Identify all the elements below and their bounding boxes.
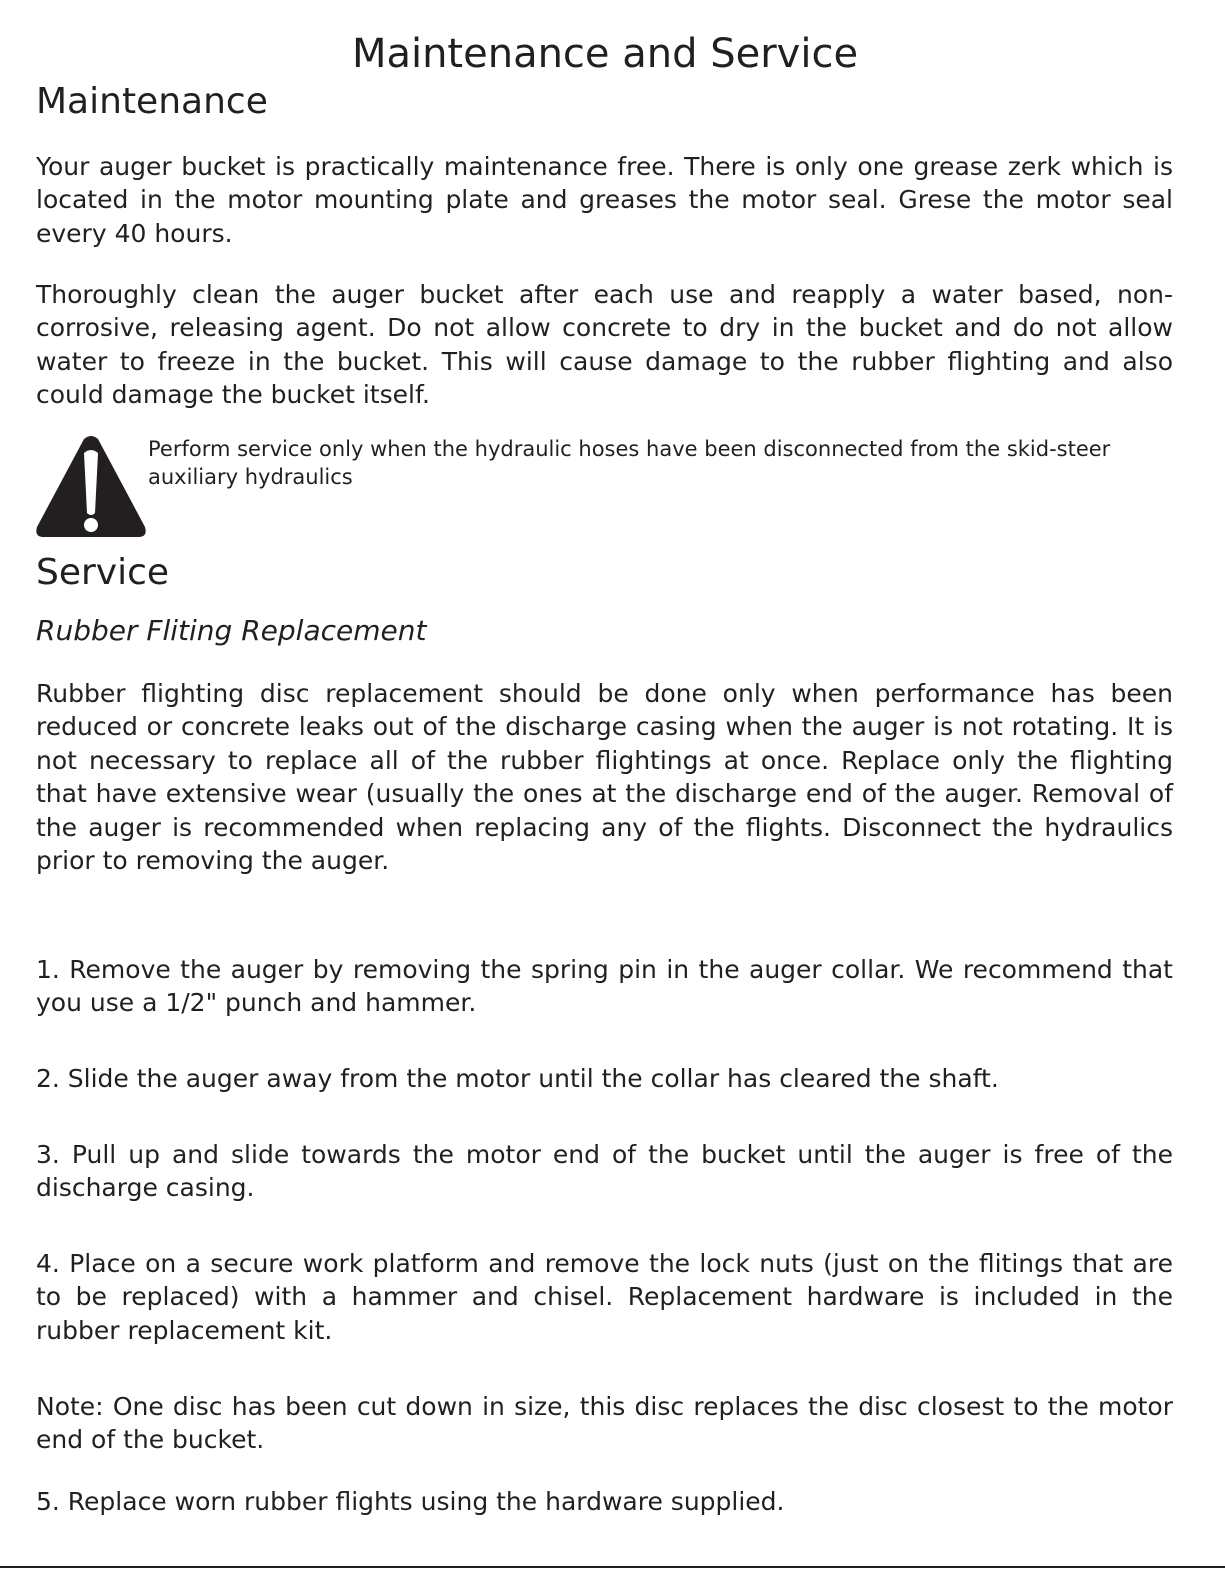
service-step-1: 1. Remove the auger by removing the spring pin in the auger collar. We recommend that you use a 1/2" punch and hammer. xyxy=(36,955,1173,1018)
footer-divider xyxy=(0,1566,1225,1568)
service-subheading: Rubber Fliting Replacement xyxy=(36,614,427,647)
warning-callout xyxy=(34,435,1174,540)
maintenance-paragraph-grease: Your auger bucket is practically maintenance free. There is only one grease zerk which is located in the motor mounting plate and greases the motor seal. Grese the motor seal every 40 hours. xyxy=(36,152,1173,248)
service-note: Note: One disc has been cut down in size, this disc replaces the disc closest to the motor end of the bucket. xyxy=(36,1392,1173,1455)
service-intro-paragraph: Rubber flighting disc replacement should be done only when performance has been reduced or concrete leaks out of the discharge casing when the auger is not rotating. It is not necessary to replace all of the rubber flightings at once. Replace only the flighting that have extensive wear (usually the ones at the discharge end of the auger. Removal of the auger is recommended when replacing any of the flights. Disconnect the hydraulics prior to removing the auger. xyxy=(36,679,1173,876)
warning-text: Perform service only when the hydraulic hoses have been disconnected from the skid-steer auxiliary hydraulics xyxy=(148,437,1111,489)
service-step-5: 5. Replace worn rubber flights using the hardware supplied. xyxy=(36,1487,785,1516)
service-step-3: 3. Pull up and slide towards the motor end of the bucket until the auger is free of the discharge casing. xyxy=(36,1140,1173,1203)
page-title: Maintenance and Service xyxy=(351,31,859,77)
service-step-2: 2. Slide the auger away from the motor until the collar has cleared the shaft. xyxy=(36,1064,999,1093)
maintenance-heading: Maintenance xyxy=(36,81,268,122)
warning-triangle-icon xyxy=(34,435,148,539)
maintenance-paragraph-cleaning: Thoroughly clean the auger bucket after each use and reapply a water based, non-corrosive, releasing agent. Do not allow concrete to dry in the bucket and do not allow water to freeze in the bucket. This will cause damage to the rubber flighting and also could damage the bucket itself. xyxy=(36,280,1173,410)
service-step-4: 4. Place on a secure work platform and remove the lock nuts (just on the flitings that are to be replaced) with a hammer and chisel. Replacement hardware is included in the rubber replacement kit. xyxy=(36,1249,1173,1345)
service-heading: Service xyxy=(36,552,170,593)
